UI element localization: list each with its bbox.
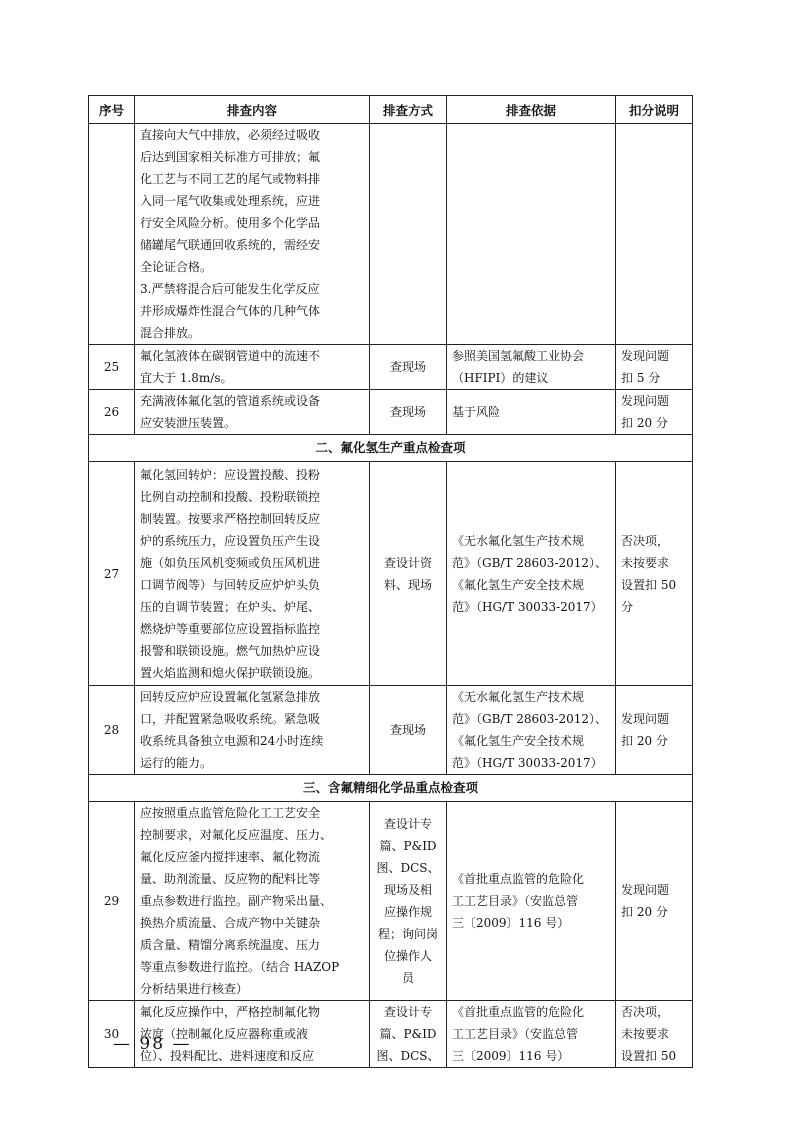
- row-method: 查设计资 料、现场: [370, 462, 447, 686]
- header-basis: 排查依据: [447, 96, 616, 124]
- table-row-29: [89, 802, 693, 1001]
- row-number: [89, 124, 135, 345]
- row-score: 否决项， 未按要求 设置扣 50 分: [616, 462, 693, 686]
- row-content: 氟化氢液体在碳钢管道中的流速不 宜大于 1.8m/s。: [135, 345, 370, 390]
- row-basis: 参照美国氢氟酸工业协会 （HFIPI）的建议: [447, 345, 616, 390]
- row-number: 25: [89, 345, 135, 390]
- row-content: 氟化反应操作中，严格控制氟化物 浓度（控制氟化反应器称重或液 位）、投料配比、进料速度和反应: [135, 1001, 370, 1068]
- section-title: 二、氟化氢生产重点检查项: [89, 435, 693, 462]
- header-row: [89, 96, 693, 124]
- page-number: — 98 —: [113, 1034, 192, 1054]
- row-basis: 《无水氟化氢生产技术规 范》（GB/T 28603-2012）、 《氟化氢生产安全技术规 范》（HG/T 30033-2017）: [447, 462, 616, 686]
- row-number: 30: [89, 1001, 135, 1068]
- table-row-25: [89, 345, 693, 390]
- row-basis: 基于风险: [447, 390, 616, 435]
- row-basis: 《首批重点监管的危险化 工工艺目录》（安监总管 三〔2009〕116 号）: [447, 1001, 616, 1068]
- row-content: 充满液体氟化氢的管道系统或设备 应安装泄压装置。: [135, 390, 370, 435]
- header-score: 扣分说明: [616, 96, 693, 124]
- row-method: [370, 124, 447, 345]
- row-content: 应按照重点监管危险化工工艺安全 控制要求，对氟化反应温度、压力、 氟化反应釜内搅拌速率、氟化物流 量、助剂流量、反应物的配料比等 重点参数进行监控。副产物采出量、 换热介质流量、合成产物中关键杂 质含量、精馏分离系统温度、压力 等重点参数进行监控。（结合 HAZOP 分析结果进行核查）: [135, 802, 370, 1001]
- table-row-27: [89, 462, 693, 686]
- table-row-28: [89, 686, 693, 775]
- row-number: 29: [89, 802, 135, 1001]
- row-basis: [447, 124, 616, 345]
- inspection-table: [88, 95, 693, 1068]
- header-content: 排查内容: [135, 96, 370, 124]
- row-method: 查设计专 篇、P&ID 图、DCS、 现场及相 应操作规 程；询问岗 位操作人 员: [370, 802, 447, 1001]
- section-row-3: [89, 775, 693, 802]
- row-score: 发现问题 扣 20 分: [616, 802, 693, 1001]
- row-score: 发现问题 扣 20 分: [616, 390, 693, 435]
- row-content: 直接向大气中排放，必须经过吸收 后达到国家相关标准方可排放；氟 化工艺与不同工艺的尾气或物料排 入同一尾气收集或处理系统，应进 行安全风险分析。使用多个化学品 储罐尾气联通回收系统的，需经安 全论证合格。 3.严禁将混合后可能发生化学反应 并形成爆炸性混合气体的几种气体 混合排放。: [135, 124, 370, 345]
- row-basis: 《无水氟化氢生产技术规 范》（GB/T 28603-2012）、 《氟化氢生产安全技术规 范》（HG/T 30033-2017）: [447, 686, 616, 775]
- row-method: 查设计专 篇、P&ID 图、DCS、: [370, 1001, 447, 1068]
- section-title: 三、含氟精细化学品重点检查项: [89, 775, 693, 802]
- row-score: 发现问题 扣 20 分: [616, 686, 693, 775]
- row-score: 发现问题 扣 5 分: [616, 345, 693, 390]
- table-row-26: [89, 390, 693, 435]
- row-content: 氟化氢回转炉：应设置投酸、投粉 比例自动控制和投酸、投粉联锁控 制装置。按要求严格控制回转反应 炉的系统压力，应设置负压产生设 施（如负压风机变频或负压风机进 口调节阀等）与回转反应炉炉头负 压的自调节装置；在炉头、炉尾、 燃烧炉等重要部位应设置指标监控 报警和联锁设施。燃气加热炉应设 置火焰监测和熄火保护联锁设施。: [135, 462, 370, 686]
- section-row-2: [89, 435, 693, 462]
- header-method: 排查方式: [370, 96, 447, 124]
- row-number: 27: [89, 462, 135, 686]
- header-seq: 序号: [89, 96, 135, 124]
- row-method: 查现场: [370, 345, 447, 390]
- row-basis: 《首批重点监管的危险化 工工艺目录》（安监总管 三〔2009〕116 号）: [447, 802, 616, 1001]
- row-method: 查现场: [370, 390, 447, 435]
- row-number: 26: [89, 390, 135, 435]
- row-number: 28: [89, 686, 135, 775]
- row-content: 回转反应炉应设置氟化氢紧急排放 口，并配置紧急吸收系统。紧急吸 收系统具备独立电源和24小时连续 运行的能力。: [135, 686, 370, 775]
- row-score: [616, 124, 693, 345]
- table-row-continued: [89, 124, 693, 345]
- row-score: 否决项， 未按要求 设置扣 50: [616, 1001, 693, 1068]
- row-method: 查现场: [370, 686, 447, 775]
